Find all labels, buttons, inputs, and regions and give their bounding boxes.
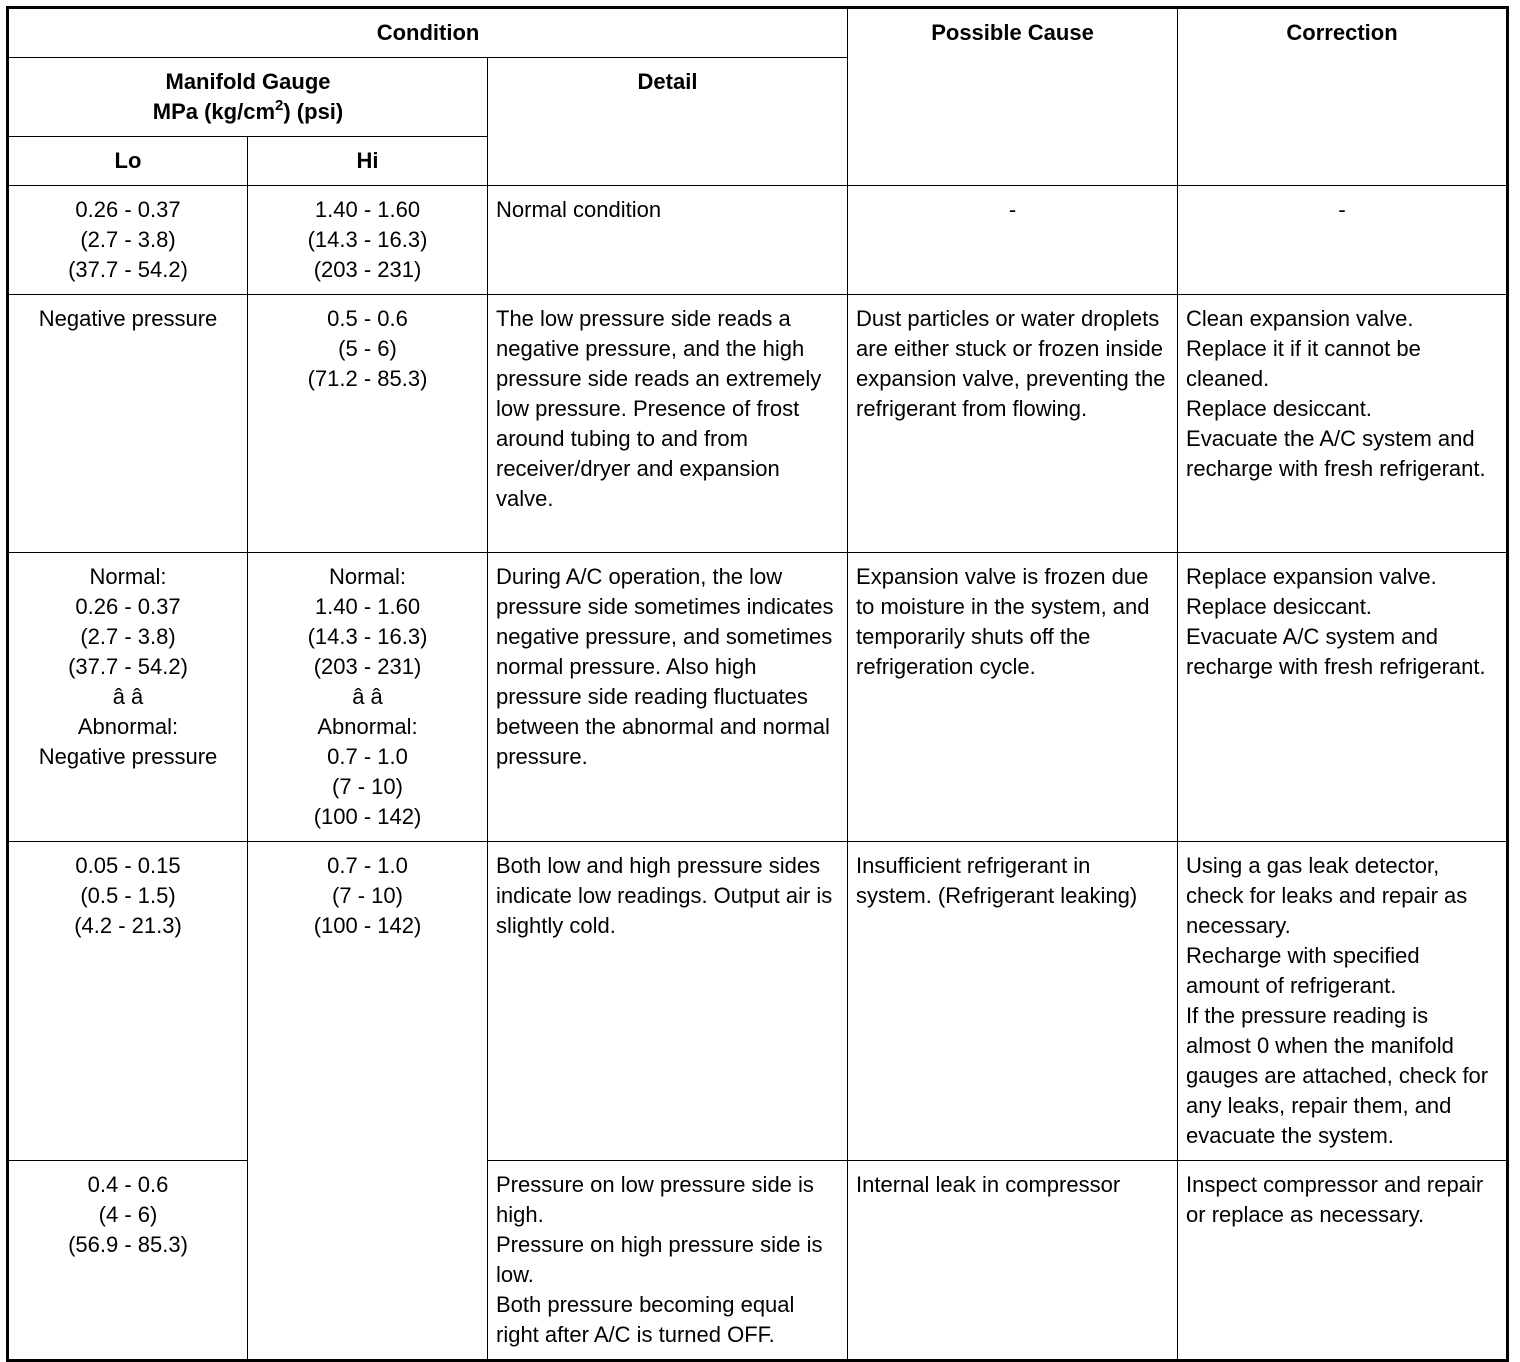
hi-cell: 1.40 - 1.60 (14.3 - 16.3) (203 - 231) — [248, 186, 488, 295]
manifold-gauge-unit-post: ) (psi) — [283, 99, 344, 124]
lo-header: Lo — [8, 137, 248, 186]
hi-cell: 0.5 - 0.6 (5 - 6) (71.2 - 85.3) — [248, 295, 488, 553]
cause-cell: - — [848, 186, 1178, 295]
cause-cell: Internal leak in compressor — [848, 1161, 1178, 1361]
correction-cell: Replace expansion valve. Replace desiccant. Evacuate A/C system and recharge with fresh refrigerant. — [1178, 553, 1508, 842]
condition-header: Condition — [8, 8, 848, 58]
detail-cell: Normal condition — [488, 186, 848, 295]
lo-cell: 0.26 - 0.37 (2.7 - 3.8) (37.7 - 54.2) — [8, 186, 248, 295]
lo-cell: 0.05 - 0.15 (0.5 - 1.5) (4.2 - 21.3) — [8, 842, 248, 1161]
cause-cell: Insufficient refrigerant in system. (Refrigerant leaking) — [848, 842, 1178, 1161]
correction-cell: - — [1178, 186, 1508, 295]
table-row — [8, 186, 1508, 295]
detail-cell: The low pressure side reads a negative pressure, and the high pressure side reads an extremely low pressure. Presence of frost around tubing to and from receiver/dryer and expansion valve. — [488, 295, 848, 553]
possible-cause-header: Possible Cause — [848, 8, 1178, 186]
correction-cell: Using a gas leak detector, check for leaks and repair as necessary. Recharge with specified amount of refrigerant. If the pressure reading is almost 0 when the manifold gauges are attached, check for any leaks, repair them, and evacuate the system. — [1178, 842, 1508, 1161]
detail-cell: Pressure on low pressure side is high. Pressure on high pressure side is low. Both pressure becoming equal right after A/C is turned OFF. — [488, 1161, 848, 1361]
table-row — [8, 842, 1508, 1161]
cause-cell: Expansion valve is frozen due to moisture in the system, and temporarily shuts off the refrigeration cycle. — [848, 553, 1178, 842]
manifold-gauge-header — [8, 58, 488, 137]
detail-cell: Both low and high pressure sides indicate low readings. Output air is slightly cold. — [488, 842, 848, 1161]
correction-header: Correction — [1178, 8, 1508, 186]
diagnosis-table — [6, 6, 1509, 1362]
hi-cell: Normal: 1.40 - 1.60 (14.3 - 16.3) (203 - 231) â â Abnormal: 0.7 - 1.0 (7 - 10) (100 - 142) — [248, 553, 488, 842]
lo-cell: 0.4 - 0.6 (4 - 6) (56.9 - 85.3) — [8, 1161, 248, 1361]
table-row — [8, 295, 1508, 553]
hi-cell: 0.7 - 1.0 (7 - 10) (100 - 142) — [248, 842, 488, 1361]
table-row — [8, 1161, 1508, 1361]
detail-cell: During A/C operation, the low pressure side sometimes indicates negative pressure, and sometimes normal pressure. Also high pressure side reading fluctuates between the abnormal and normal pressure. — [488, 553, 848, 842]
table-row — [8, 553, 1508, 842]
hi-header: Hi — [248, 137, 488, 186]
manifold-gauge-unit-sup: 2 — [275, 96, 284, 114]
lo-cell: Normal: 0.26 - 0.37 (2.7 - 3.8) (37.7 - 54.2) â â Abnormal: Negative pressure — [8, 553, 248, 842]
lo-cell: Negative pressure — [8, 295, 248, 553]
correction-cell: Inspect compressor and repair or replace as necessary. — [1178, 1161, 1508, 1361]
detail-header: Detail — [488, 58, 848, 186]
manifold-gauge-title: Manifold Gauge — [165, 69, 331, 94]
cause-cell: Dust particles or water droplets are either stuck or frozen inside expansion valve, preventing the refrigerant from flowing. — [848, 295, 1178, 553]
correction-cell: Clean expansion valve. Replace it if it cannot be cleaned. Replace desiccant. Evacuate the A/C system and recharge with fresh refrigerant. — [1178, 295, 1508, 553]
manifold-gauge-unit-pre: MPa (kg/cm — [152, 99, 276, 124]
